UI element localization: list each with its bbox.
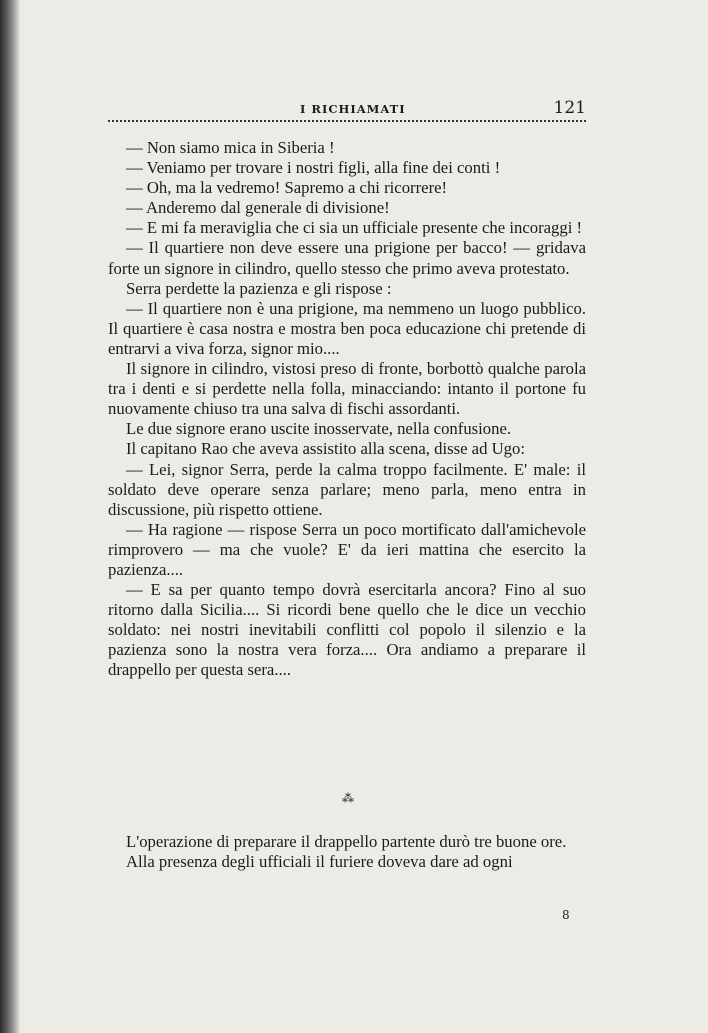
paragraph: — Oh, ma la vedremo! Sapremo a chi ricorrere! xyxy=(126,178,448,198)
continued-text xyxy=(108,832,586,872)
paragraph: — Il quartiere non deve essere una prigione per bacco! — gridava forte un signore in cilindro, quello stesso che primo aveva protestato. xyxy=(108,238,586,278)
paragraph: Il signore in cilindro, vistosi preso di fronte, borbottò qualche parola tra i denti e si perdette nella folla, minacciando: intanto il portone fu nuovamente chiuso tra una salva di fischi assordanti. xyxy=(108,359,586,419)
book-binding-shadow xyxy=(0,0,20,1033)
paragraph: Le due signore erano uscite inosservate, nella confusione. xyxy=(126,419,512,439)
section-break-asterism: ⁂ xyxy=(342,791,354,805)
paragraph: Alla presenza degli ufficiali il furiere doveva dare ad ogni xyxy=(126,852,513,872)
paragraph: L'operazione di preparare il drappello partente durò tre buone ore. xyxy=(126,832,567,851)
paragraph: — Veniamo per trovare i nostri figli, alla fine dei conti ! xyxy=(126,158,501,178)
paragraph: Serra perdette la pazienza e gli rispose : xyxy=(126,278,392,298)
running-header xyxy=(108,98,586,122)
paragraph: — Non siamo mica in Siberia ! xyxy=(126,138,335,157)
main-text xyxy=(108,138,586,681)
page-number: 121 xyxy=(553,98,586,118)
paragraph: Il capitano Rao che aveva assistito alla scena, disse ad Ugo: xyxy=(126,439,525,459)
paragraph: — Lei, signor Serra, perde la calma troppo facilmente. E' male: il soldato deve operare senza parlare; meno parla, meno entra in discussione, più rispetto ottiene. xyxy=(108,459,586,519)
paragraph: — E mi fa meraviglia che ci sia un ufficiale presente che incoraggi ! xyxy=(126,218,583,238)
running-title: I RICHIAMATI xyxy=(300,102,406,116)
signature-mark: 8 xyxy=(562,908,570,922)
paragraph: — Il quartiere non è una prigione, ma nemmeno un luogo pubblico. Il quartiere è casa nostra e mostra ben poca educazione chi pretende di entrarvi a viva forza, signor mio.... xyxy=(108,298,586,358)
paragraph: — Anderemo dal generale di divisione! xyxy=(126,198,390,218)
paragraph: — Ha ragione — rispose Serra un poco mortificato dall'amichevole rimprovero — ma che vuole? E' da ieri mattina che esercito la pazienza.... xyxy=(108,519,586,579)
paragraph: — E sa per quanto tempo dovrà esercitarla ancora? Fino al suo ritorno dalla Sicilia.... Si ricordi bene quello che le dice un vecchio soldato: nei nostri inevitabili conflitti col popolo il silenzio e la pazienza sono la nostra vera forza.... Ora andiamo a preparare il drappello per questa sera.... xyxy=(108,580,586,680)
